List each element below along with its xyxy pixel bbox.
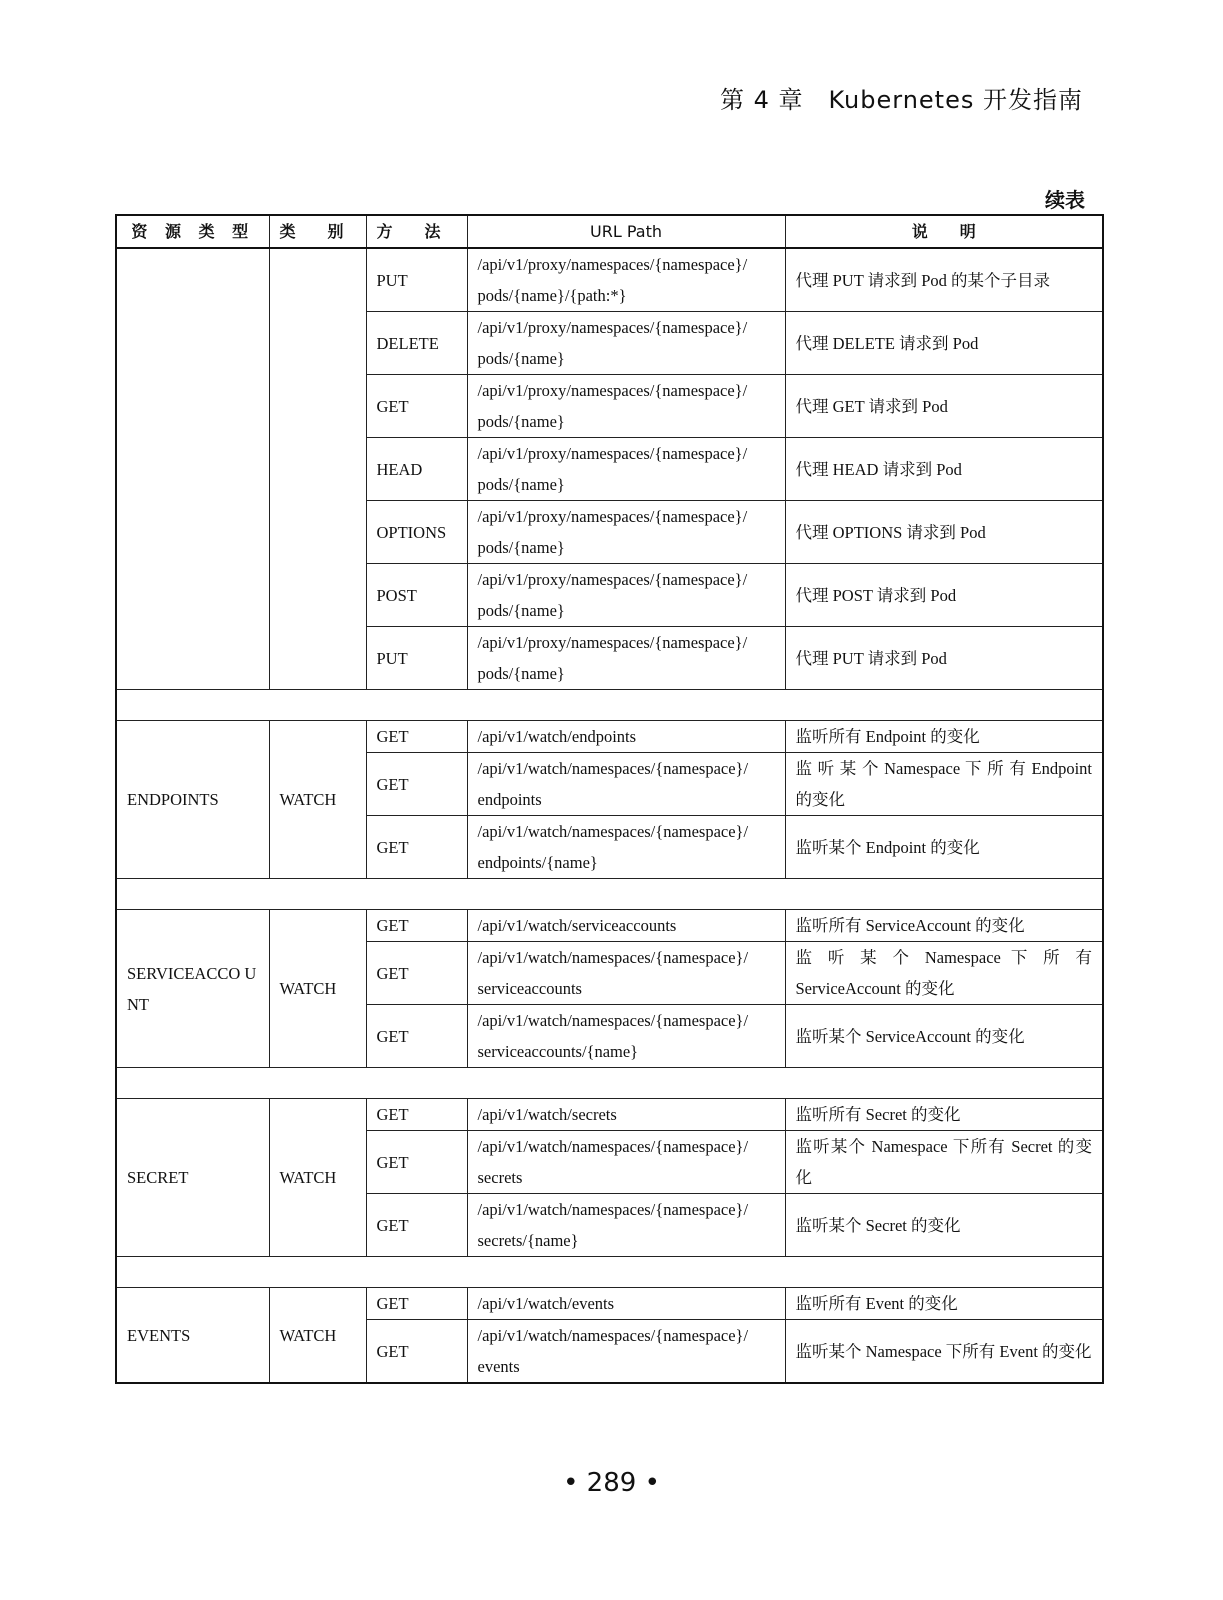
table-row xyxy=(116,1288,1103,1320)
path-cell: /api/v1/watch/namespaces/{namespace}/ events xyxy=(467,1320,785,1384)
header-resource-type: 资 源 类 型 xyxy=(116,215,269,248)
description-cell: 代理 PUT 请求到 Pod 的某个子目录 xyxy=(785,248,1103,312)
separator-cell xyxy=(116,879,1103,910)
table-row xyxy=(116,1099,1103,1131)
method-cell: POST xyxy=(366,564,467,627)
method-cell: PUT xyxy=(366,627,467,690)
resource-cell: SECRET xyxy=(116,1099,269,1257)
path-cell: /api/v1/proxy/namespaces/{namespace}/ pods/{name}/{path:*} xyxy=(467,248,785,312)
method-cell: DELETE xyxy=(366,312,467,375)
description-cell: 监 听 某 个 Namespace 下 所 有 Endpoint 的变化 xyxy=(785,753,1103,816)
method-cell: GET xyxy=(366,910,467,942)
category-cell: WATCH xyxy=(269,721,366,879)
description-cell: 代理 OPTIONS 请求到 Pod xyxy=(785,501,1103,564)
header-method: 方 法 xyxy=(366,215,467,248)
resource-cell: ENDPOINTS xyxy=(116,721,269,879)
method-cell: GET xyxy=(366,942,467,1005)
path-cell: /api/v1/watch/events xyxy=(467,1288,785,1320)
method-cell: GET xyxy=(366,721,467,753)
path-cell: /api/v1/watch/namespaces/{namespace}/ secrets xyxy=(467,1131,785,1194)
separator-cell xyxy=(116,690,1103,721)
description-cell: 监听所有 Endpoint 的变化 xyxy=(785,721,1103,753)
path-cell: /api/v1/proxy/namespaces/{namespace}/ pods/{name} xyxy=(467,564,785,627)
description-cell: 监听某个 Namespace 下所有 Secret 的变化 xyxy=(785,1131,1103,1194)
table-row xyxy=(116,910,1103,942)
path-cell: /api/v1/watch/serviceaccounts xyxy=(467,910,785,942)
method-cell: GET xyxy=(366,816,467,879)
path-cell: /api/v1/watch/namespaces/{namespace}/ secrets/{name} xyxy=(467,1194,785,1257)
category-cell xyxy=(269,248,366,690)
resource-cell xyxy=(116,248,269,690)
table-row xyxy=(116,248,1103,312)
separator-cell xyxy=(116,1068,1103,1099)
method-cell: GET xyxy=(366,753,467,816)
separator-row xyxy=(116,1068,1103,1099)
path-cell: /api/v1/proxy/namespaces/{namespace}/ pods/{name} xyxy=(467,501,785,564)
separator-row xyxy=(116,690,1103,721)
description-cell: 监听某个 Endpoint 的变化 xyxy=(785,816,1103,879)
running-header: 第 4 章 Kubernetes 开发指南 xyxy=(719,86,1083,114)
header-category: 类 别 xyxy=(269,215,366,248)
description-cell: 代理 DELETE 请求到 Pod xyxy=(785,312,1103,375)
table-caption: 续表 xyxy=(1045,188,1085,212)
category-cell: WATCH xyxy=(269,1099,366,1257)
description-cell: 监听所有 Secret 的变化 xyxy=(785,1099,1103,1131)
method-cell: GET xyxy=(366,1099,467,1131)
separator-row xyxy=(116,879,1103,910)
description-cell: 代理 HEAD 请求到 Pod xyxy=(785,438,1103,501)
method-cell: OPTIONS xyxy=(366,501,467,564)
path-cell: /api/v1/proxy/namespaces/{namespace}/ pods/{name} xyxy=(467,627,785,690)
description-cell: 监听某个 Namespace 下所有 Event 的变化 xyxy=(785,1320,1103,1384)
method-cell: GET xyxy=(366,1320,467,1384)
method-cell: GET xyxy=(366,1131,467,1194)
method-cell: GET xyxy=(366,1005,467,1068)
path-cell: /api/v1/watch/endpoints xyxy=(467,721,785,753)
path-cell: /api/v1/watch/namespaces/{namespace}/ endpoints/{name} xyxy=(467,816,785,879)
page-number: • 289 • xyxy=(563,1468,660,1498)
path-cell: /api/v1/proxy/namespaces/{namespace}/ pods/{name} xyxy=(467,375,785,438)
resource-cell: EVENTS xyxy=(116,1288,269,1384)
resource-cell: SERVICEACCO UNT xyxy=(116,910,269,1068)
description-cell: 监听某个 ServiceAccount 的变化 xyxy=(785,1005,1103,1068)
method-cell: PUT xyxy=(366,248,467,312)
path-cell: /api/v1/watch/namespaces/{namespace}/ endpoints xyxy=(467,753,785,816)
method-cell: GET xyxy=(366,375,467,438)
description-cell: 监听某个 Secret 的变化 xyxy=(785,1194,1103,1257)
description-cell: 监听所有 Event 的变化 xyxy=(785,1288,1103,1320)
description-cell: 代理 POST 请求到 Pod xyxy=(785,564,1103,627)
path-cell: /api/v1/watch/secrets xyxy=(467,1099,785,1131)
table-row xyxy=(116,721,1103,753)
description-cell: 代理 GET 请求到 Pod xyxy=(785,375,1103,438)
method-cell: GET xyxy=(366,1194,467,1257)
header-description: 说 明 xyxy=(785,215,1103,248)
path-cell: /api/v1/watch/namespaces/{namespace}/ serviceaccounts xyxy=(467,942,785,1005)
category-cell: WATCH xyxy=(269,1288,366,1384)
separator-row xyxy=(116,1257,1103,1288)
method-cell: GET xyxy=(366,1288,467,1320)
description-cell: 监听所有 ServiceAccount 的变化 xyxy=(785,910,1103,942)
method-cell: HEAD xyxy=(366,438,467,501)
table-header-row xyxy=(116,215,1103,248)
description-cell: 代理 PUT 请求到 Pod xyxy=(785,627,1103,690)
path-cell: /api/v1/proxy/namespaces/{namespace}/ pods/{name} xyxy=(467,438,785,501)
path-cell: /api/v1/watch/namespaces/{namespace}/ serviceaccounts/{name} xyxy=(467,1005,785,1068)
path-cell: /api/v1/proxy/namespaces/{namespace}/ pods/{name} xyxy=(467,312,785,375)
description-cell: 监 听 某 个 Namespace 下 所 有 ServiceAccount 的变化 xyxy=(785,942,1103,1005)
api-table xyxy=(115,214,1104,1384)
separator-cell xyxy=(116,1257,1103,1288)
header-url-path: URL Path xyxy=(467,215,785,248)
category-cell: WATCH xyxy=(269,910,366,1068)
